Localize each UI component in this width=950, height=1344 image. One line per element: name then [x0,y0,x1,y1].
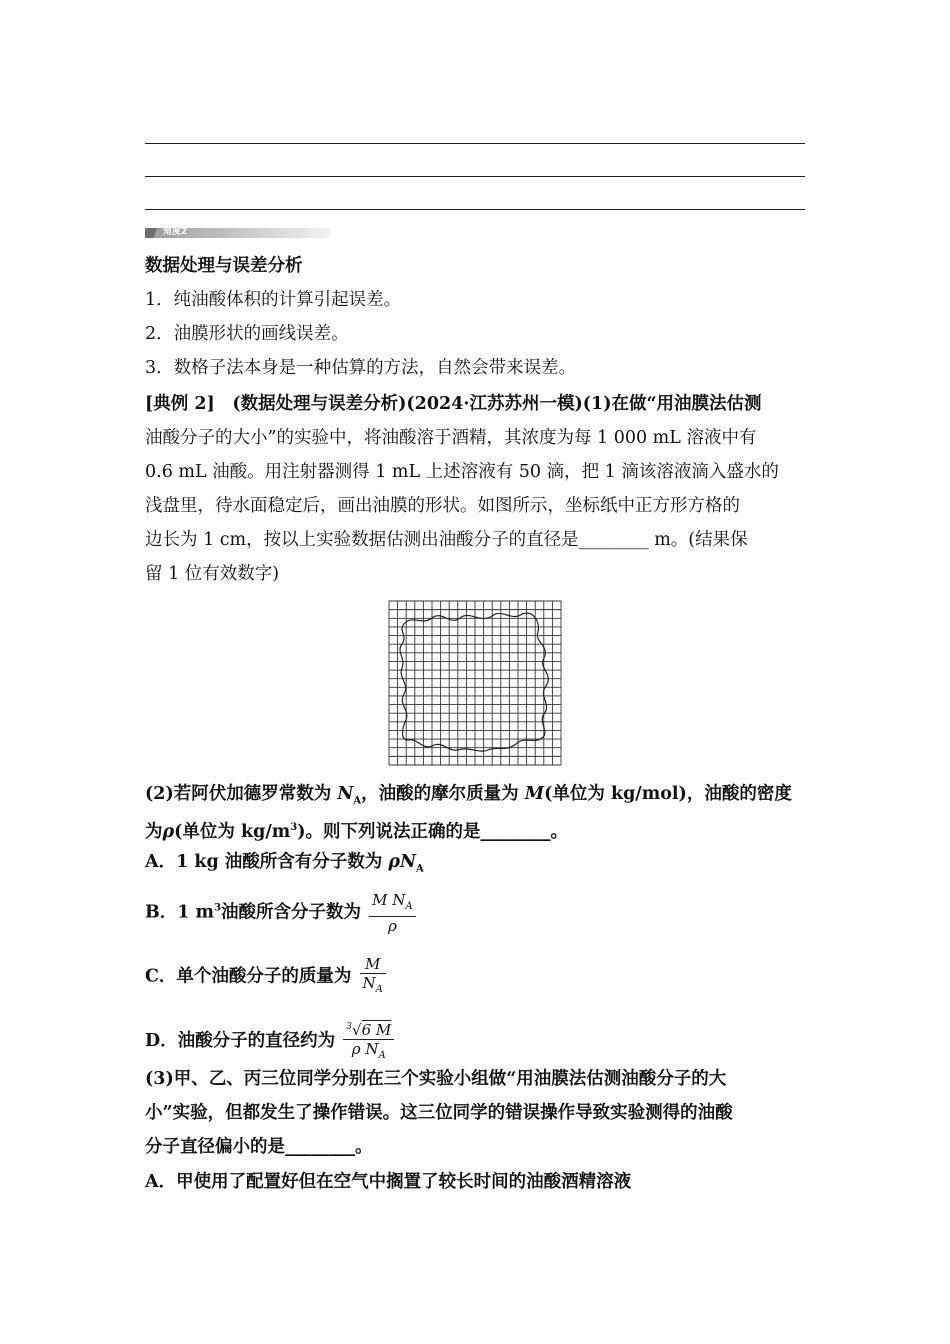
q3-line-1: (3)甲、乙、丙三位同学分别在三个实验小组做“用油膜法估测油酸分子的大 [145,1069,727,1089]
example-line-1: [典例 2] (数据处理与误差分析)(2024·江苏苏州一模)(1)在做“用油膜法估测 [145,394,762,414]
section-tag [145,228,330,238]
option-c-denominator: N [362,974,376,992]
option-b-text-b: 油酸所含分子数为 [221,902,362,923]
answer-line-3[interactable] [145,209,805,210]
option-b-sup: 3 [214,902,222,914]
answer-line-1[interactable] [145,143,805,144]
section-heading: 数据处理与误差分析 [145,256,303,276]
point-2: 2．油膜形状的画线误差。 [145,324,349,344]
example-line-6: 留 1 位有效数字) [145,564,280,584]
option-a-expr: ρN [388,852,417,872]
example-line-4: 浅盘里，待水面稳定后，画出油膜的形状。如图所示，坐标纸中正方形方格的 [145,496,740,516]
point-3: 3．数格子法本身是一种估算的方法，自然会带来误差。 [145,358,577,378]
q2-text-a: (2)若阿伏加德罗常数为 [145,784,338,804]
option-b-denominator: ρ [387,917,397,935]
q2-line2-b: (单位为 kg/m [174,821,291,842]
q3-line-3: 分子直径偏小的是________。 [145,1137,373,1157]
tag-notch [145,228,157,238]
option-a-sub: A [416,863,424,875]
q2-text-c: (单位为 kg/mol)，油酸的密度 [544,784,792,804]
option-d-denominator: ρ N [351,1040,379,1058]
point-1: 1．纯油酸体积的计算引起误差。 [145,290,402,310]
option-c-text: C．单个油酸分子的质量为 [145,966,352,987]
avogadro-N: N [337,784,354,804]
avogadro-sub: A [353,795,362,807]
option-d-den-sub: A [378,1050,386,1061]
q2-text-b: ，油酸的摩尔质量为 [361,784,525,804]
q2-option-a [145,851,807,881]
example-line-5: 边长为 1 cm，按以上实验数据估测出油酸分子的直径是________ m。(结果保 [145,530,748,550]
q3-option-a: A．甲使用了配置好但在空气中搁置了较长时间的油酸酒精溶液 [145,1172,632,1192]
section-tag-label: 角度2 [163,227,188,237]
example-line-2: 油酸分子的大小”的实验中，将油酸溶于酒精，其浓度为每 1 000 mL 溶液中有 [145,428,757,448]
option-c-numerator: M [360,955,386,974]
option-d-text: D．油酸分子的直径约为 [145,1031,336,1051]
option-a-text: A．1 kg 油酸所含有分子数为 [145,852,389,872]
molar-mass-symbol: M [524,784,545,804]
option-d-root-index: 3 [346,1022,353,1032]
q2-line2-a: 为 [145,821,163,842]
oil-film-grid-figure [388,600,562,766]
q2-line-2 [145,817,807,843]
option-c-den-sub: A [375,984,383,995]
q2-line2-c: )。则下列说法正确的是________。 [297,821,569,842]
option-c-fraction [360,955,386,999]
answer-line-2[interactable] [145,176,805,177]
q2-option-b [145,891,807,935]
q2-line2-sup: 3 [290,822,298,833]
q3-line-2: 小”实验，但都发生了操作错误。这三位同学的错误操作导致实验测得的油酸 [145,1103,733,1123]
q2-line-1 [145,783,807,813]
option-d-numerator: 6 M [361,1021,392,1039]
option-b-numerator: M N [372,891,406,909]
option-b-text-a: B．1 m [145,902,215,923]
option-b-num-sub: A [405,901,413,912]
example-line-3: 0.6 mL 油酸。用注射器测得 1 mL 上述溶液有 50 滴，把 1 滴该溶液滴入盛水的 [145,462,779,482]
option-b-fraction [369,891,416,935]
density-symbol: ρ [162,821,175,842]
option-d-fraction [343,1018,394,1065]
q2-option-d [145,1018,807,1065]
q2-option-c [145,955,807,999]
radical-sign-icon: √ [352,1021,362,1039]
